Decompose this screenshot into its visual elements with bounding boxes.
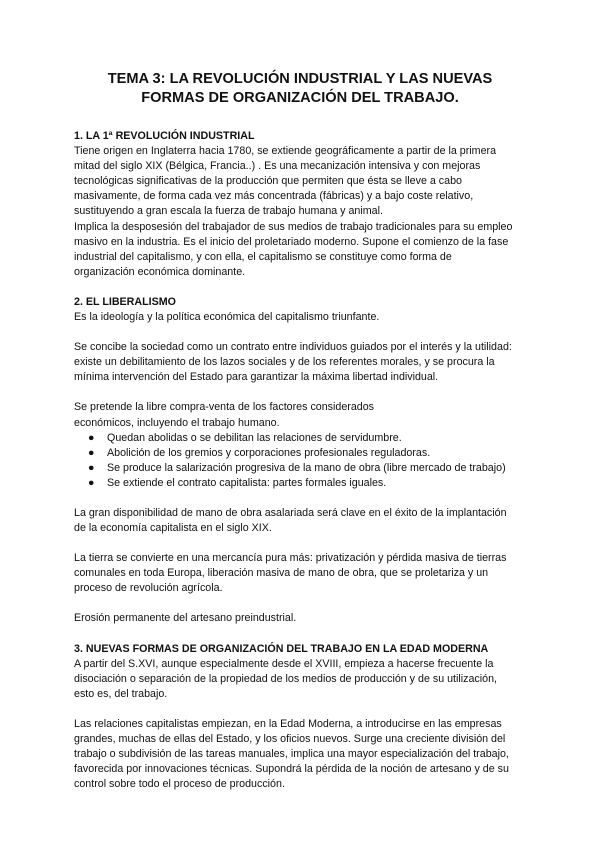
list-item — [74, 461, 534, 476]
section-3-paragraph — [74, 657, 534, 702]
list-item-text: Abolición de los gremios y corporaciones profesionales reguladoras. — [107, 446, 431, 459]
list-item-text: Quedan abolidas o se debilitan las relaciones de servidumbre. — [107, 431, 402, 444]
text-line: Se concibe la sociedad como un contrato entre individuos guiados por el interés y la utilidad: — [74, 341, 512, 354]
text-line: sustituyendo a gran escala la fuerza de trabajo humana y animal. — [74, 205, 383, 218]
section-2-paragraph — [74, 400, 534, 430]
text-line: comunales en toda Europa, liberación masiva de mano de obra, que se proletariza y un — [74, 567, 489, 580]
list-item — [74, 431, 534, 446]
title-line-1: TEMA 3: LA REVOLUCIÓN INDUSTRIAL Y LAS NUEVAS — [107, 71, 493, 87]
text-line: La gran disponibilidad de mano de obra asalariada será clave en el éxito de la implantación — [74, 506, 507, 519]
text-line: A partir del S.XVI, aunque especialmente desde el XVIII, empieza a hacerse frecuente la — [74, 657, 494, 670]
text-line: tecnológicas significativas de la producción que permiten que ésta se lleve a cabo — [74, 175, 462, 188]
text-line: mínima intervención del Estado para garantizar la máxima libertad individual. — [74, 371, 439, 384]
section-3-paragraph — [74, 717, 534, 792]
section-3-heading: 3. NUEVAS FORMAS DE ORGANIZACIÓN DEL TRABAJO EN LA EDAD MODERNA — [74, 642, 489, 655]
section-1-body — [74, 144, 534, 280]
text-line: Las relaciones capitalistas empiezan, en la Edad Moderna, a introducirse en las empresas — [74, 717, 502, 730]
text-line: grandes, muchas de ellas del Estado, y los oficios nuevos. Surge una creciente división del — [74, 733, 506, 745]
text-line: existe un debilitamiento de los lazos sociales y de los referentes morales, y se procura la — [74, 356, 495, 369]
section-2-paragraph — [74, 506, 534, 536]
text-line: mitad del siglo XIX (Bélgica, Francia..) . Es una mecanización intensiva y con mejoras — [74, 160, 481, 173]
bullet-icon: ● — [88, 431, 95, 444]
text-line: favorecida por innovaciones técnicas. Supondrá la pérdida de la noción de artesano y de su — [74, 763, 509, 776]
text-line: organización económica dominante. — [74, 265, 246, 278]
text-line: masivamente, de forma cada vez más concentrada (fábricas) y a bajo coste relativo, — [74, 190, 474, 203]
section-1-heading: 1. LA 1ª REVOLUCIÓN INDUSTRIAL — [74, 130, 255, 142]
section-2-intro: Es la ideología y la política económica del capitalismo triunfante. — [74, 311, 380, 324]
document-title — [60, 70, 540, 108]
text-line: proceso de revolución agrícola. — [74, 582, 223, 595]
bullet-icon: ● — [88, 446, 95, 459]
list-item — [74, 476, 534, 491]
text-line: de la economía capitalista en el siglo XIX. — [74, 522, 272, 535]
bullet-icon: ● — [88, 476, 95, 489]
bullet-list — [74, 431, 534, 491]
list-item-text: Se produce la salarización progresiva de la mano de obra (libre mercado de trabajo) — [107, 461, 506, 474]
document-body — [74, 129, 534, 792]
text-line: La tierra se convierte en una mercancía pura más: privatización y pérdida masiva de tierras — [74, 552, 507, 565]
title-line-2: FORMAS DE ORGANIZACIÓN DEL TRABAJO. — [141, 90, 459, 106]
text-line: Tiene origen en Inglaterra hacia 1780, se extiende geográficamente a partir de la primera — [74, 145, 497, 158]
section-2-paragraph — [74, 551, 534, 596]
text-line: esto es, del trabajo. — [74, 687, 168, 700]
list-item-text: Se extiende el contrato capitalista: partes formales iguales. — [107, 476, 387, 489]
text-line: Se pretende la libre compra-venta de los factores considerados — [74, 401, 375, 414]
bullet-icon: ● — [88, 461, 95, 474]
text-line: masivo en la industria. Es el inicio del proletariado moderno. Supone el comienzo de la fase — [74, 235, 509, 248]
text-line: económicos, incluyendo el trabajo humano. — [74, 416, 280, 429]
text-line: Implica la desposesión del trabajador de sus medios de trabajo tradicionales para su empleo — [74, 220, 513, 233]
text-line: disociación o separación de la propiedad de los medios de producción y de su utilización, — [74, 672, 498, 685]
text-line: industrial del capitalismo, y con ella, el capitalismo se constituye como forma de — [74, 250, 452, 263]
list-item — [74, 446, 534, 461]
section-2-paragraph — [74, 340, 534, 385]
section-2-paragraph: Erosión permanente del artesano preindustrial. — [74, 612, 297, 625]
section-2-heading: 2. EL LIBERALISMO — [74, 295, 176, 308]
text-line: trabajo o subdivisión de las tareas manuales, implica una mayor especialización del trabajo, — [74, 748, 509, 761]
text-line: control sobre todo el proceso de producción. — [74, 778, 285, 791]
